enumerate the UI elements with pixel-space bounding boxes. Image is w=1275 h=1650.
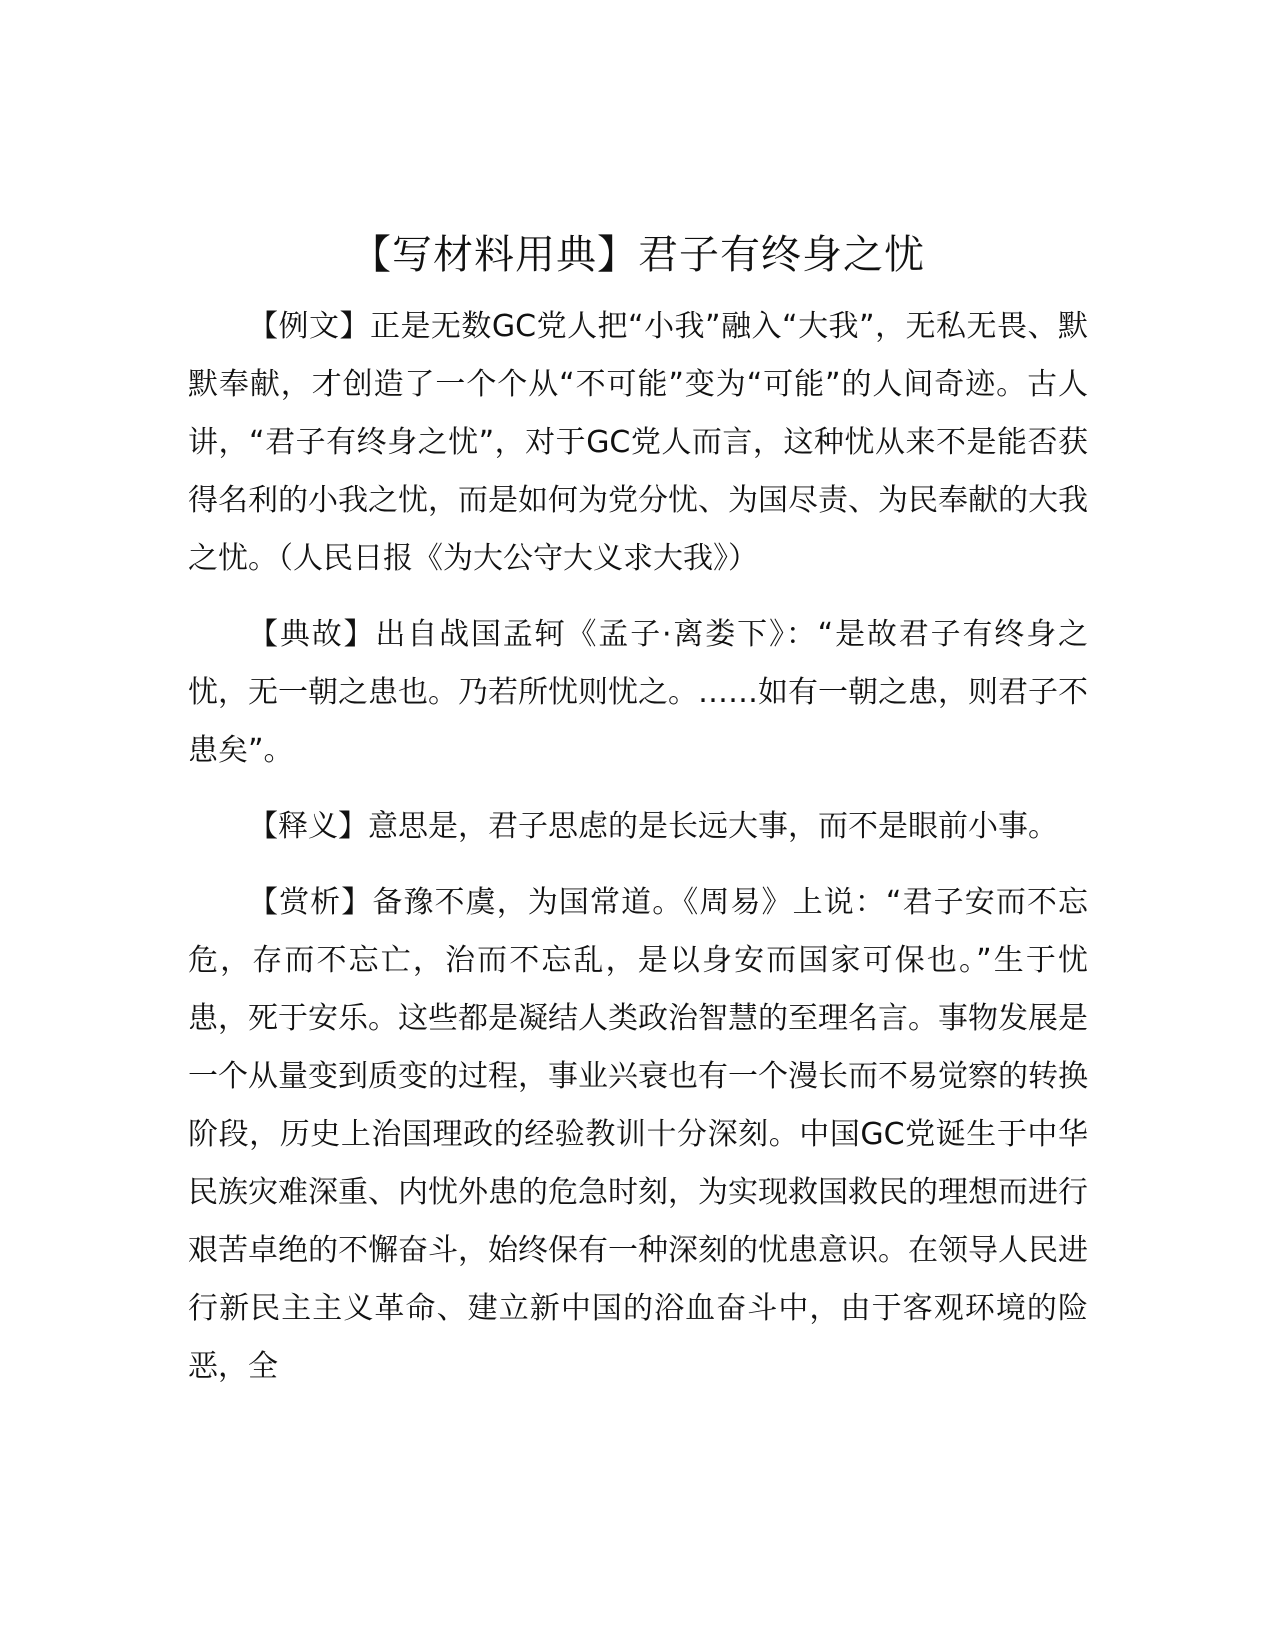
- analysis-tag: 【赏析】: [248, 885, 373, 920]
- meaning-text: 意思是，君子思虑的是长远大事，而不是眼前小事。: [368, 809, 1058, 844]
- meaning-paragraph: [188, 798, 1088, 856]
- allusion-tag: 【典故】: [248, 617, 376, 652]
- document-page: [188, 220, 1088, 1414]
- allusion-text: 出自战国孟轲《孟子·离娄下》：“是故君子有终身之忧，无一朝之患也。乃若所忧则忧之。……如有一朝之患，则君子不患矣”。: [188, 617, 1089, 768]
- allusion-paragraph: [188, 606, 1088, 780]
- analysis-text: 备豫不虞，为国常道。《周易》上说：“君子安而不忘危，存而不忘亡，治而不忘乱，是以身安而国家可保也。”生于忧患，死于安乐。这些都是凝结人类政治智慧的至理名言。事物发展是一个从量变到质变的过程，事业兴衰也有一个漫长而不易觉察的转换阶段，历史上治国理政的经验教训十分深刻。中国GC党诞生于中华民族灾难深重、内忧外患的危急时刻，为实现救国救民的理想而进行艰苦卓绝的不懈奋斗，始终保有一种深刻的忧患意识。在领导人民进行新民主主义革命、建立新中国的浴血奋斗中，由于客观环境的险恶，全: [188, 885, 1089, 1384]
- example-tag: 【例文】: [248, 309, 370, 344]
- example-text: 正是无数GC党人把“小我”融入“大我”，无私无畏、默默奉献，才创造了一个个从“不可能”变为“可能”的人间奇迹。古人讲，“君子有终身之忧”，对于GC党人而言，这种忧从来不是能否获得名利的小我之忧，而是如何为党分忧、为国尽责、为民奉献的大我之忧。（人民日报《为大公守大义求大我》）: [188, 309, 1088, 576]
- analysis-paragraph: [188, 874, 1088, 1396]
- example-paragraph: [188, 298, 1088, 588]
- meaning-tag: 【释义】: [248, 809, 368, 844]
- document-title: 【写材料用典】君子有终身之忧: [351, 232, 925, 278]
